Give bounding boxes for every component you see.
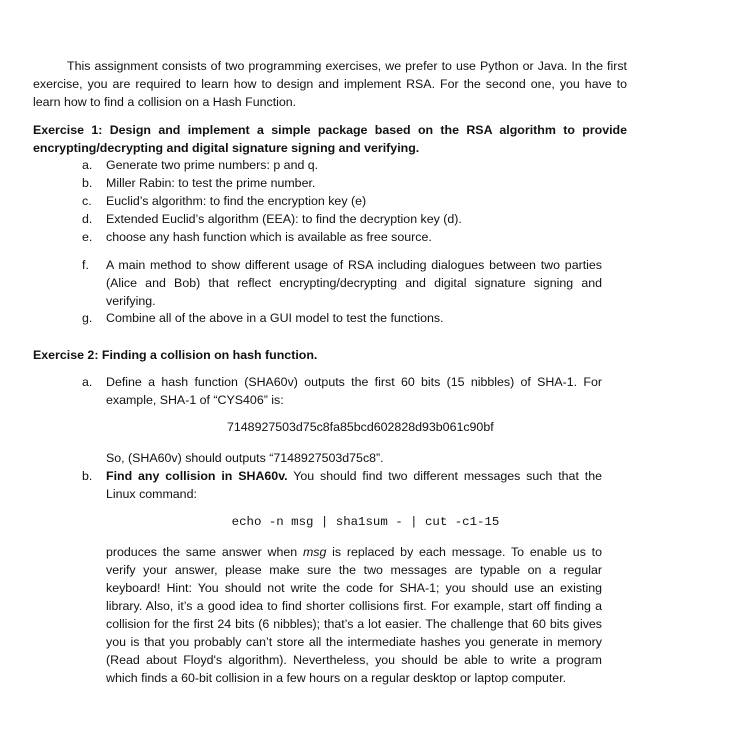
list-item-text — [106, 467, 602, 503]
list-item — [82, 467, 602, 503]
list-item-label: e. — [82, 230, 93, 244]
explanation-part-1: produces the same answer when — [106, 545, 303, 559]
list-item-label: g. — [82, 311, 93, 325]
linux-command: echo -n msg | sha1sum - | cut -c1-15 — [231, 515, 500, 529]
list-item — [82, 156, 602, 174]
collision-bold-text: Find any collision in SHA60v. — [106, 469, 288, 483]
list-item-text: Combine all of the above in a GUI model to test the functions. — [106, 311, 444, 325]
list-item-continuation — [82, 449, 602, 467]
sha60v-output-text: So, (SHA60v) should outputs “7148927503d75c8”. — [106, 451, 384, 465]
list-item-continuation — [82, 543, 602, 687]
exercise1-heading: Exercise 1: Design and implement a simple package based on the RSA algorithm to provide encrypting/decrypting and digital signature signing and verifying. — [33, 123, 627, 155]
list-item-text: choose any hash function which is available as free source. — [106, 230, 432, 244]
intro-paragraph: This assignment consists of two programming exercises, we prefer to use Python or Java. In the first exercise, you are required to learn how to design and implement RSA. For the second one, you have to learn how to find a collision on a Hash Function. — [33, 59, 627, 109]
list-item-label: d. — [82, 212, 93, 226]
list-item-label: b. — [82, 469, 93, 483]
list-item-text: Euclid’s algorithm: to find the encryption key (e) — [106, 194, 367, 208]
list-item — [82, 309, 602, 327]
explanation-part-2: is replaced by each message. To enable us to verify your answer, please make sure the two messages are typable on a regular keyboard! Hint: You should not write the code for SHA-1; you should use an existing library. Also, it’s a good idea to find shorter collisions first. For example, start off finding a collision for the first 24 bits (6 nibbles); that’s a lot easier. The challenge that 60 bits gives you is that you probably can’t store all the intermediate hashes you generate in memory (Read about Floyd's algorithm). Nevertheless, you should be able to write a program which finds a 60-bit collision in a few hours on a regular desktop or laptop computer. — [106, 545, 603, 685]
sha1-hash-value: 7148927503d75c8fa85bcd602828d93b061c90bf — [227, 420, 494, 434]
list-item-text: Miller Rabin: to test the prime number. — [106, 176, 316, 190]
exercise2-heading: Exercise 2: Finding a collision on hash function. — [33, 348, 318, 362]
list-item-label: a. — [82, 375, 93, 389]
list-item-text: Generate two prime numbers: p and q. — [106, 158, 319, 172]
list-item — [82, 174, 602, 192]
list-item-label: a. — [82, 158, 93, 172]
list-item — [82, 373, 602, 409]
list-item-text: A main method to show different usage of RSA including dialogues between two parties (Alice and Bob) that reflect encrypting/decrypting and digital signature signing and verifying. — [106, 258, 602, 308]
list-item-text: Extended Euclid’s algorithm (EEA): to find the decryption key (d). — [106, 212, 462, 226]
list-item-text: Define a hash function (SHA60v) outputs the first 60 bits (15 nibbles) of SHA-1. For example, SHA-1 of “CYS406” is: — [106, 375, 602, 407]
list-item-label: b. — [82, 176, 93, 190]
list-item — [82, 210, 602, 228]
list-item — [82, 192, 602, 210]
list-item — [82, 228, 602, 246]
list-item-label: c. — [82, 194, 92, 208]
collision-explanation — [106, 543, 602, 687]
collision-instruction-text: You should find two different messages such that the Linux command: — [106, 469, 602, 501]
list-item-label: f. — [82, 258, 89, 272]
list-item — [82, 256, 602, 310]
msg-italic: msg — [302, 545, 327, 559]
